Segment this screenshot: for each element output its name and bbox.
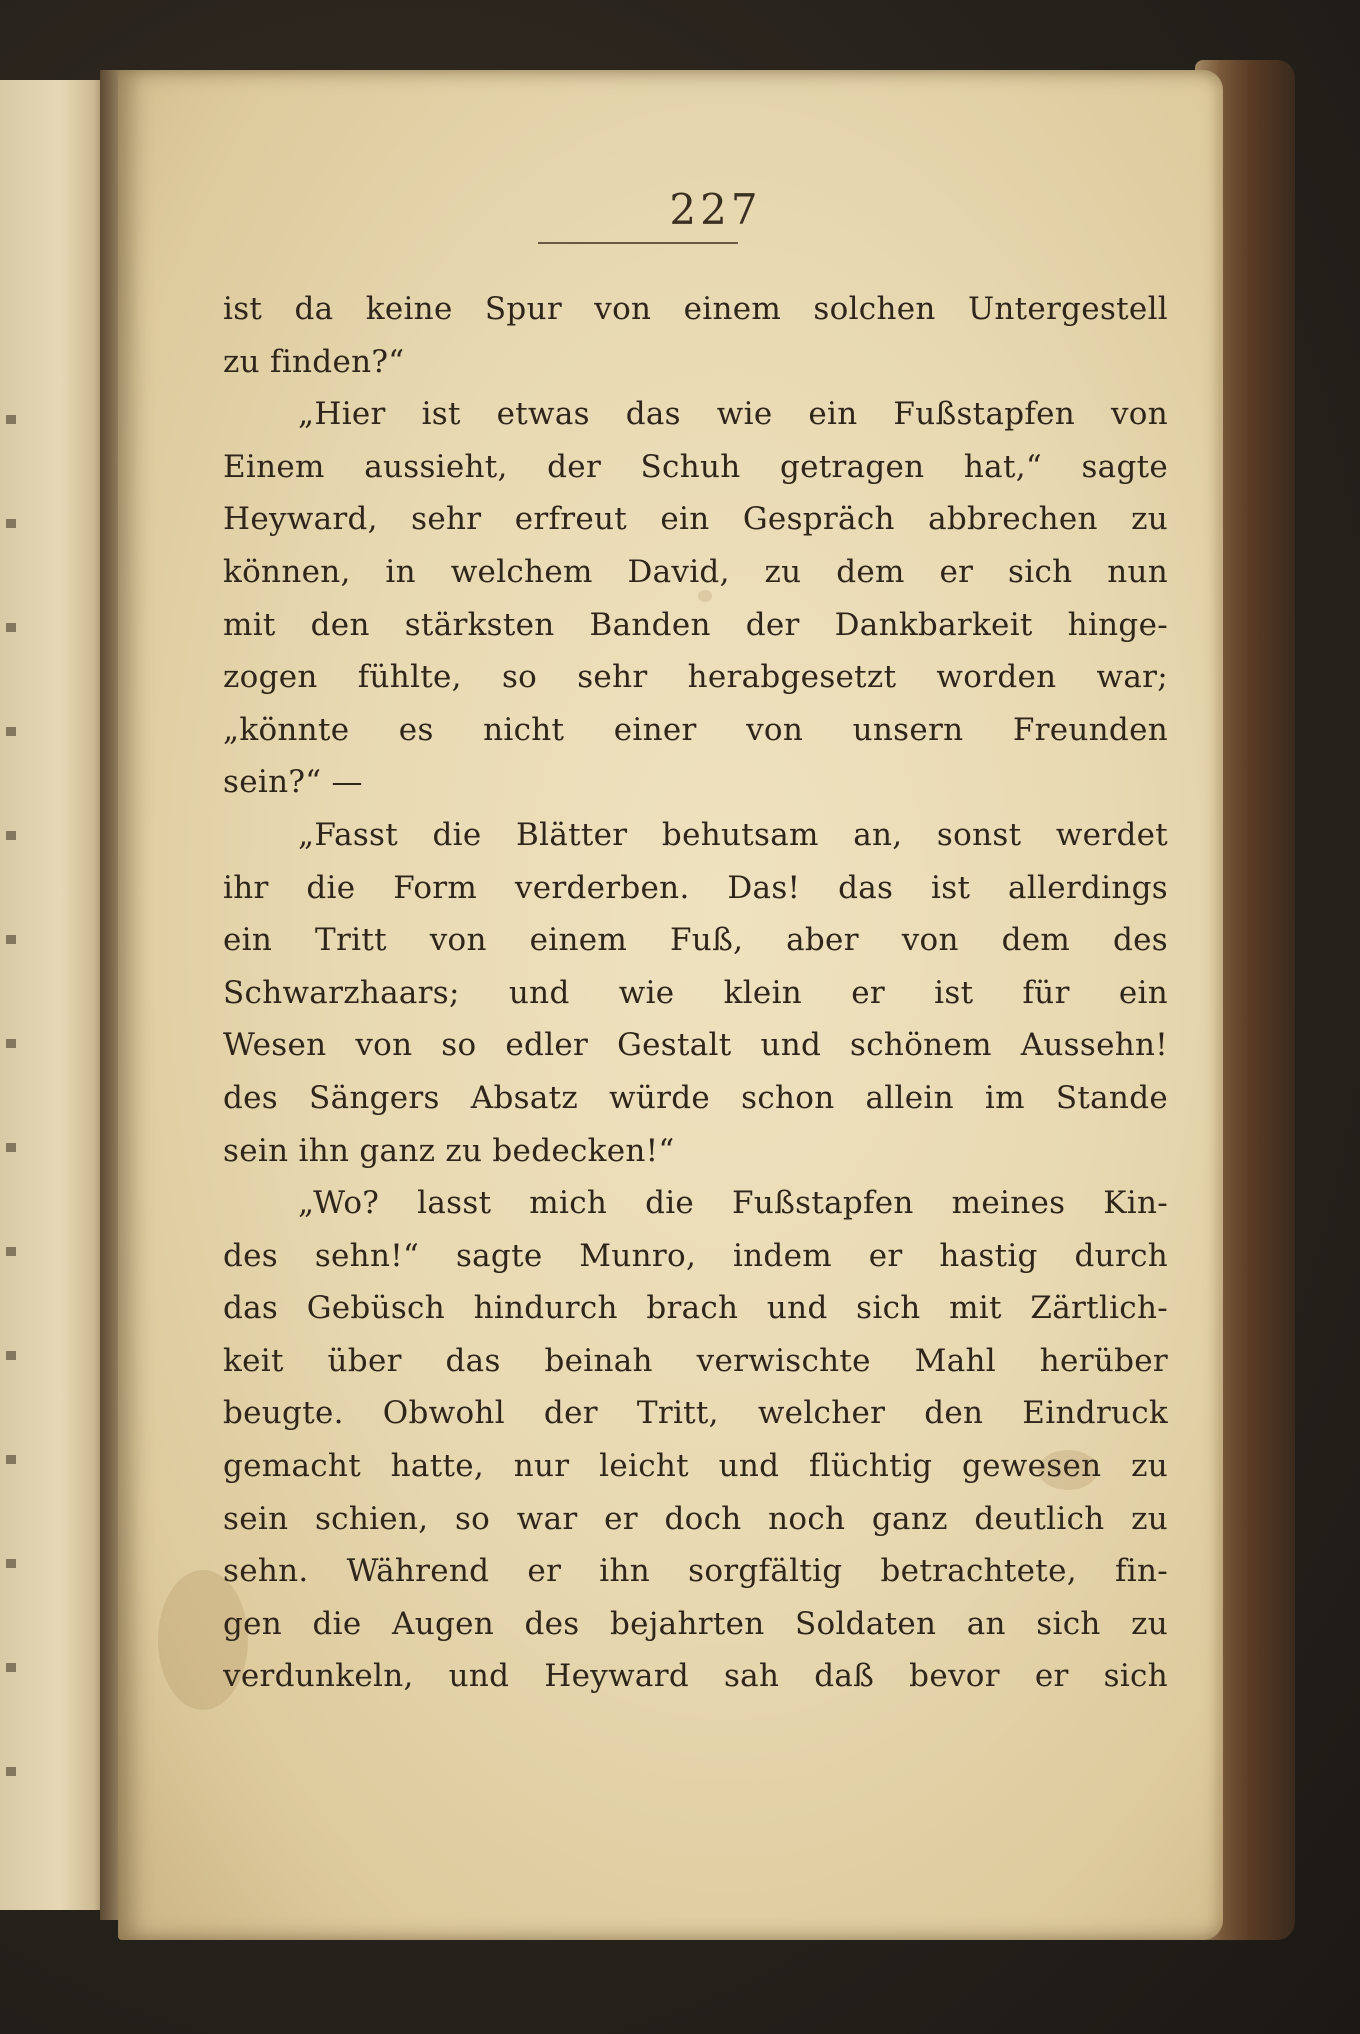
text-line: können, in welchem David, zu dem er sich nun [223, 553, 1168, 590]
page-header [118, 185, 1223, 234]
text-line: „könnte es nicht einer von unsern Freunden [223, 711, 1168, 748]
text-line: zu finden?“ [223, 343, 405, 380]
text-line: ein Tritt von einem Fuß, aber von dem des [223, 922, 1168, 959]
text-line: ist da keine Spur von einem solchen Untergestell [223, 291, 1168, 327]
text-line: keit über das beinah verwischte Mahl herüber [223, 1342, 1168, 1379]
facing-page-edge [0, 80, 110, 1910]
text-line: Schwarzhaars; und wie klein er ist für ein [223, 974, 1168, 1011]
text-line: sein?“ — [223, 764, 363, 801]
text-line: sehn. Während er ihn sorgfältig betrachtete, fin- [223, 1553, 1168, 1590]
text-line: gen die Augen des bejahrten Soldaten an sich zu [223, 1605, 1168, 1642]
text-line: gemacht hatte, nur leicht und flüchtig gewesen zu [223, 1448, 1168, 1485]
text-line: des Sängers Absatz würde schon allein im Stande [223, 1079, 1168, 1116]
text-line: mit den stärksten Banden der Dankbarkeit hinge- [223, 606, 1168, 643]
text-line: zogen fühlte, so sehr herabgesetzt worden war; [223, 659, 1168, 696]
body-text [223, 283, 1168, 1703]
text-line: verdunkeln, und Heyward sah daß bevor er sich [223, 1658, 1168, 1695]
text-line: beugte. Obwohl der Tritt, welcher den Eindruck [223, 1395, 1168, 1432]
text-line: sein schien, so war er doch noch ganz deutlich zu [223, 1500, 1168, 1537]
page-number: 227 [669, 185, 762, 234]
text-line: „Fasst die Blätter behutsam an, sonst werdet [298, 816, 1168, 853]
header-rule [538, 242, 738, 244]
text-line: „Wo? lasst mich die Fußstapfen meines Kin- [298, 1185, 1168, 1222]
text-line: ihr die Form verderben. Das! das ist allerdings [223, 869, 1168, 906]
facing-page-print-bleed [6, 320, 16, 1820]
text-line: Heyward, sehr erfreut ein Gespräch abbrechen zu [223, 501, 1168, 538]
text-line: Wesen von so edler Gestalt und schönem Aussehn! [223, 1027, 1168, 1064]
book-page [118, 70, 1223, 1940]
text-line: des sehn!“ sagte Munro, indem er hastig durch [223, 1237, 1168, 1274]
text-line: sein ihn ganz zu bedecken!“ [223, 1132, 675, 1169]
text-line: Einem aussieht, der Schuh getragen hat,“ sagte [223, 448, 1168, 485]
text-line: das Gebüsch hindurch brach und sich mit Zärtlich- [223, 1290, 1168, 1327]
text-line: „Hier ist etwas das wie ein Fußstapfen von [298, 396, 1168, 433]
